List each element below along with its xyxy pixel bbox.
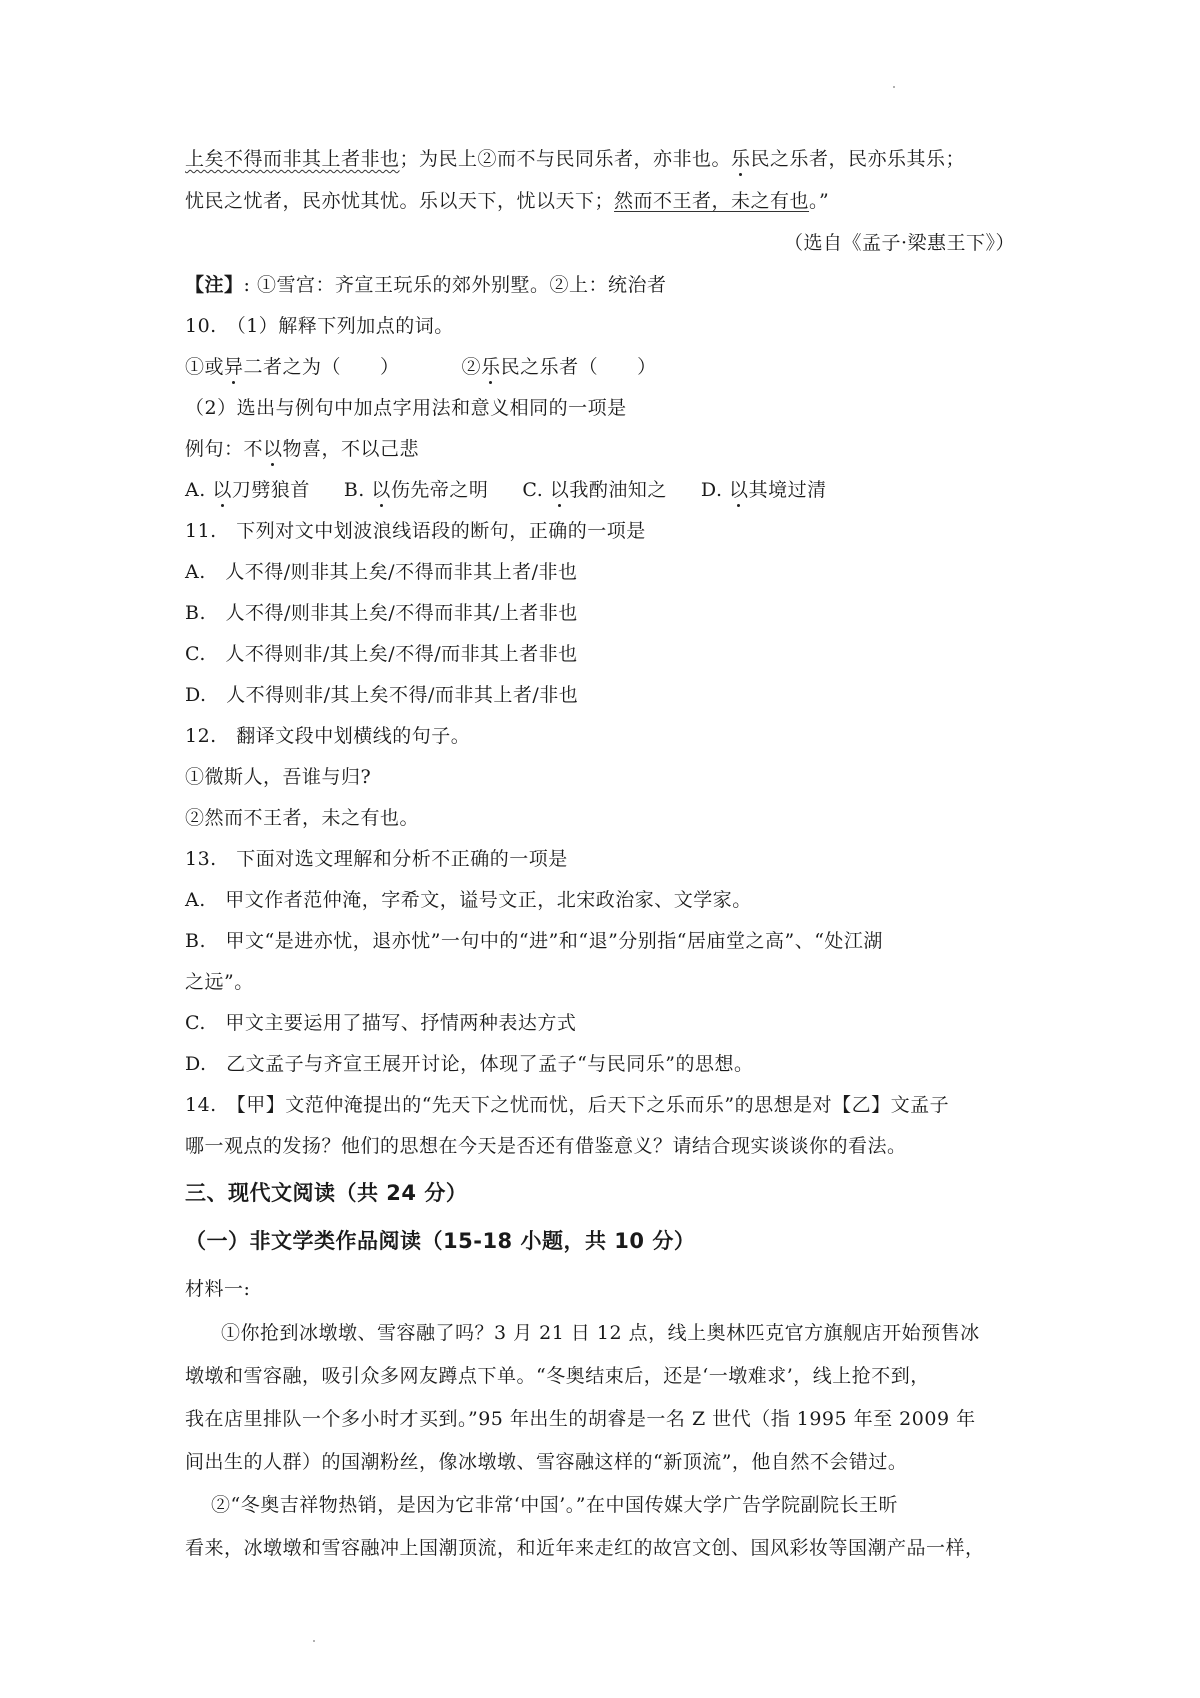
question-13-option-b-line-2: 之远”。 bbox=[185, 971, 254, 993]
option-a: A. 以刀劈狼首 bbox=[185, 479, 310, 501]
scan-speck bbox=[313, 1640, 315, 1642]
article-p2-line-2: 看来，冰墩墩和雪容融冲上国潮顶流，和近年来走红的故宫文创、国风彩妆等国潮产品一样， bbox=[185, 1537, 985, 1559]
question-13-option-a: A. 甲文作者范仲淹，字希文，谥号文正，北宋政治家、文学家。 bbox=[185, 889, 752, 911]
option-d: D. 以其境过清 bbox=[700, 479, 827, 501]
emphasis-dot-char: 以 bbox=[263, 438, 283, 460]
option-c: C. 以我酌油知之 bbox=[522, 479, 667, 501]
question-10-items: ①或异二者之为（ ） ②乐民之乐者（ ） bbox=[185, 356, 657, 378]
article-p1-line-2: 墩墩和雪容融，吸引众多网友蹲点下单。“冬奥结束后，还是‘一墩难求’，线上抢不到， bbox=[185, 1365, 930, 1387]
article-p1-line-1: ①你抢到冰墩墩、雪容融了吗？3 月 21 日 12 点，线上奥林匹克官方旗舰店开始预售冰 bbox=[221, 1322, 980, 1344]
question-11-option-a: A. 人不得/则非其上矣/不得而非其上者/非也 bbox=[185, 561, 578, 583]
question-12-item-2: ②然而不王者，未之有也。 bbox=[185, 807, 420, 829]
question-12-stem: 12. 翻译文段中划横线的句子。 bbox=[185, 725, 471, 747]
question-10-sub2: （2）选出与例句中加点字用法和意义相同的一项是 bbox=[185, 397, 627, 419]
article-p2-line-1: ②“冬奥吉祥物热销，是因为它非常‘中国’。”在中国传媒大学广告学院副院长王昕 bbox=[211, 1494, 899, 1516]
question-10-options bbox=[185, 477, 827, 503]
question-11-option-c: C. 人不得则非/其上矣/不得/而非其上者非也 bbox=[185, 643, 578, 665]
question-10-example: 例句：不以物喜，不以己悲 bbox=[185, 438, 420, 460]
question-14-line-2: 哪一观点的发扬？他们的思想在今天是否还有借鉴意义？请结合现实谈谈你的看法。 bbox=[185, 1135, 907, 1157]
underlined-sentence: 然而不王者，未之有也 bbox=[614, 190, 810, 212]
section-3-heading: 三、现代文阅读（共 24 分） bbox=[185, 1181, 468, 1205]
article-p1-line-3: 我在店里排队一个多小时才买到。”95 年出生的胡睿是一名 Z 世代（指 1995 年至 2009 年 bbox=[185, 1408, 976, 1430]
annotation-note bbox=[185, 272, 666, 298]
note-label: 【注】 bbox=[185, 274, 244, 296]
emphasis-dot-char: 乐 bbox=[731, 148, 751, 170]
section-3-subheading: （一）非文学类作品阅读（15-18 小题，共 10 分） bbox=[185, 1229, 696, 1253]
note-text: : ①雪宫：齐宣王玩乐的郊外别墅。②上：统治者 bbox=[243, 274, 667, 296]
material-label: 材料一: bbox=[185, 1278, 251, 1300]
passage-line-1: 上矣不得而非其上者非也；为民上②而不与民同乐者，亦非也。乐民之乐者，民亦乐其乐； bbox=[185, 148, 966, 170]
question-13-stem: 13. 下面对选文理解和分析不正确的一项是 bbox=[185, 848, 568, 870]
article-p1-line-4: 间出生的人群）的国潮粉丝，像冰墩墩、雪容融这样的“新顶流”，他自然不会错过。 bbox=[185, 1451, 908, 1473]
question-13-option-c: C. 甲文主要运用了描写、抒情两种表达方式 bbox=[185, 1012, 577, 1034]
question-11-option-d: D. 人不得则非/其上矣不得/而非其上者/非也 bbox=[185, 684, 579, 706]
question-11-option-b: B. 人不得/则非其上矣/不得而非其/上者非也 bbox=[185, 602, 578, 624]
scan-speck bbox=[893, 86, 895, 88]
emphasis-dot-char: 乐 bbox=[481, 356, 501, 378]
question-13-option-b-line-1: B. 甲文“是进亦忧，退亦忧”一句中的“进”和“退”分别指“居庙堂之高”、“处江湖 bbox=[185, 930, 883, 952]
question-14-line-1: 14. 【甲】文范仲淹提出的“先天下之忧而忧，后天下之乐而乐”的思想是对【乙】文孟子 bbox=[185, 1094, 950, 1116]
passage-source: （选自《孟子·梁惠王下》） bbox=[783, 232, 1015, 254]
wavy-underlined-text: 上矣不得而非其上者非也 bbox=[185, 148, 400, 170]
question-12-item-1: ①微斯人，吾谁与归? bbox=[185, 766, 372, 788]
question-13-option-d: D. 乙文孟子与齐宣王展开讨论，体现了孟子“与民同乐”的思想。 bbox=[185, 1053, 754, 1075]
passage-line-2: 忧民之忧者，民亦忧其忧。乐以天下，忧以天下；然而不王者，未之有也。” bbox=[185, 190, 830, 212]
option-b: B. 以伤先帝之明 bbox=[343, 479, 489, 501]
question-11-stem: 11. 下列对文中划波浪线语段的断句，正确的一项是 bbox=[185, 520, 646, 542]
emphasis-dot-char: 异 bbox=[224, 356, 244, 378]
question-10-stem: 10. （1）解释下列加点的词。 bbox=[185, 315, 454, 337]
